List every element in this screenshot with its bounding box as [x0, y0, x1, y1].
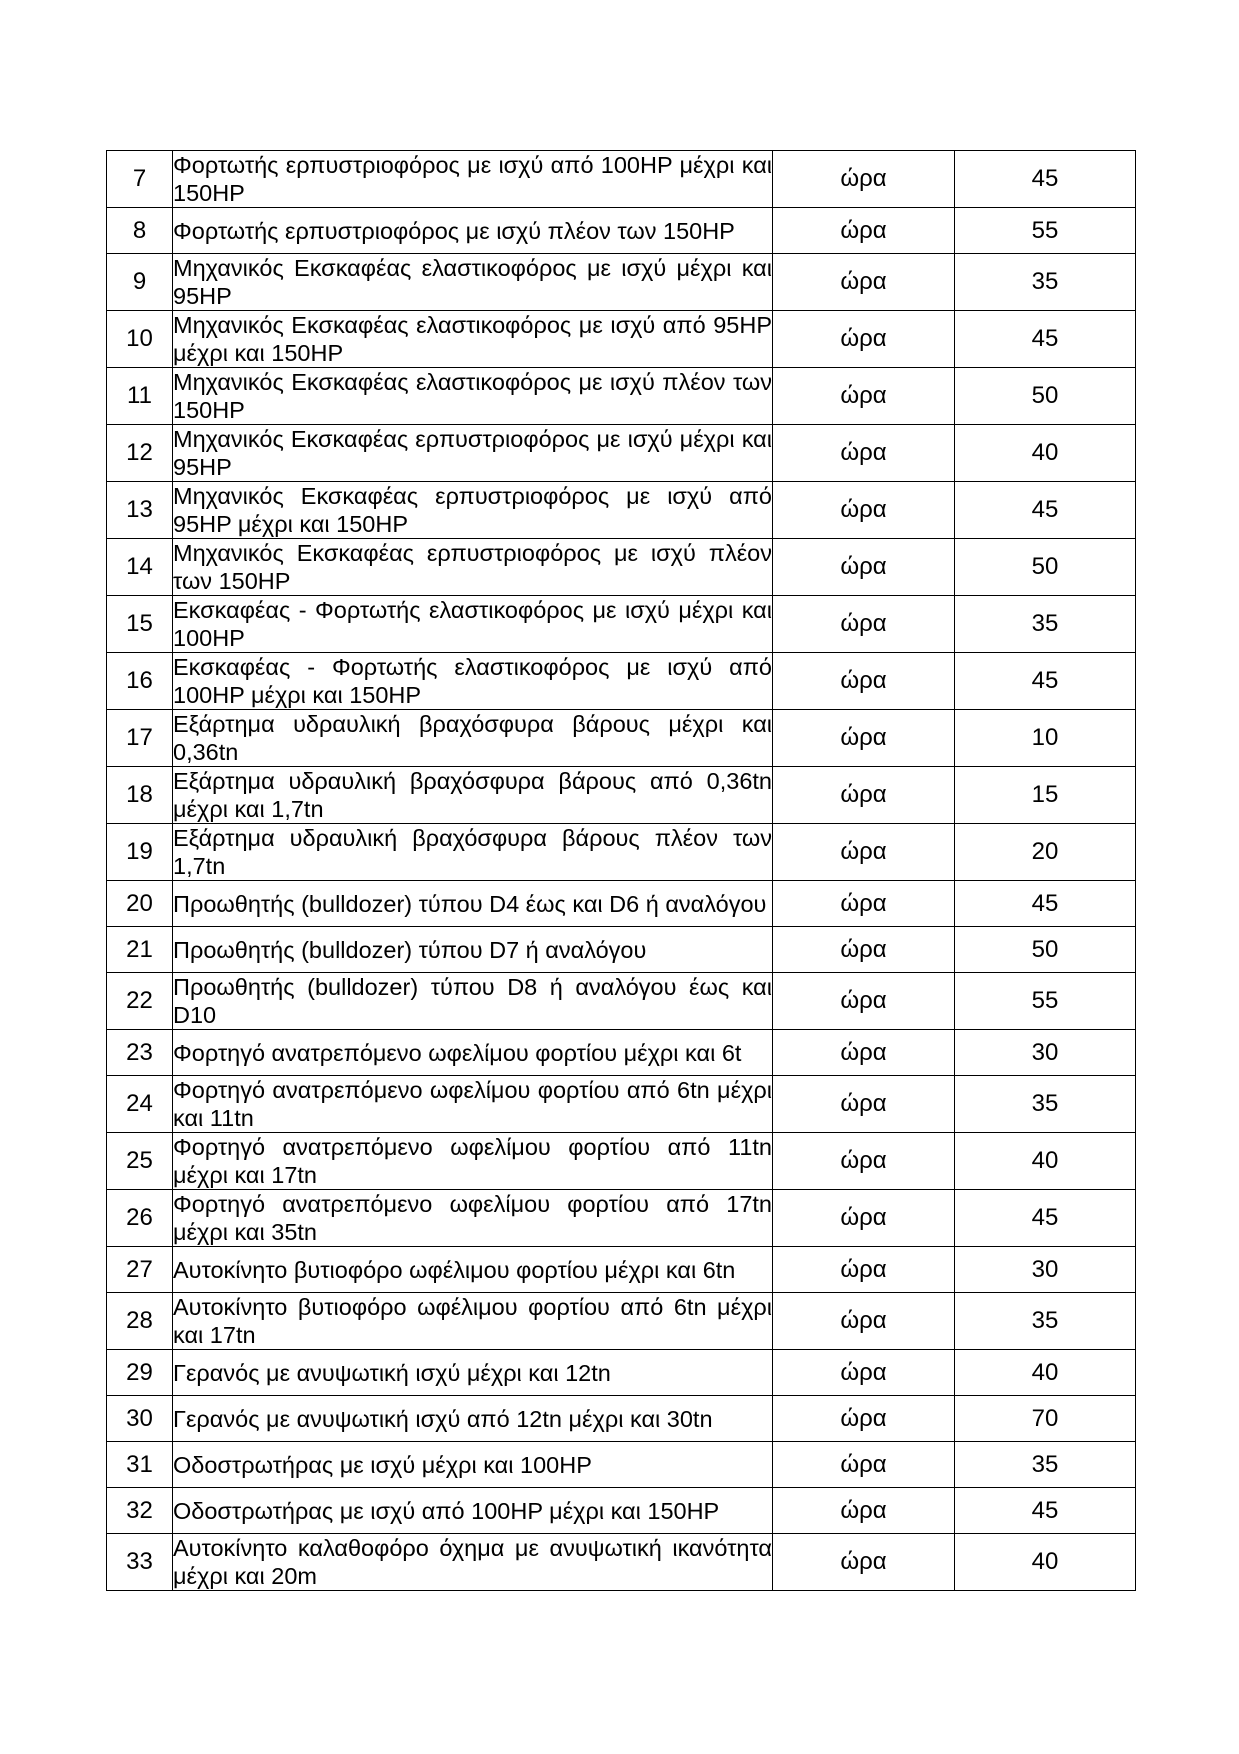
item-number-cell: 8	[107, 208, 173, 254]
item-number-cell: 30	[107, 1396, 173, 1442]
rate-cell: 45	[955, 482, 1136, 539]
description-cell: Εξάρτημα υδραυλική βραχόσφυρα βάρους πλέον των 1,7tn	[173, 825, 772, 879]
item-number-cell: 27	[107, 1247, 173, 1293]
table-row	[107, 1076, 1136, 1133]
description-cell: Φορτηγό ανατρεπόμενο ωφελίμου φορτίου από 11tn μέχρι και 17tn	[173, 1134, 772, 1188]
item-number-cell: 33	[107, 1534, 173, 1591]
description-cell: Φορτωτής ερπυστριοφόρος με ισχύ πλέον των 150HP	[173, 208, 773, 254]
rate-cell: 35	[955, 1076, 1136, 1133]
table-row	[107, 927, 1136, 973]
rate-cell: 45	[955, 653, 1136, 710]
rate-cell: 45	[955, 151, 1136, 208]
item-number-cell: 22	[107, 973, 173, 1030]
item-number-cell: 19	[107, 824, 173, 881]
table-row	[107, 596, 1136, 653]
table-row	[107, 1534, 1136, 1591]
description-cell: Μηχανικός Εκσκαφέας ελαστικοφόρος με ισχύ μέχρι και 95HP	[173, 255, 772, 309]
item-number-cell: 25	[107, 1133, 173, 1190]
equipment-rates-table	[106, 150, 1136, 1591]
item-number-cell: 15	[107, 596, 173, 653]
unit-cell: ώρα	[773, 710, 955, 767]
table-row	[107, 973, 1136, 1030]
table-row	[107, 482, 1136, 539]
item-number-cell: 32	[107, 1488, 173, 1534]
description-cell: Μηχανικός Εκσκαφέας ερπυστριοφόρος με ισχύ από 95HP μέχρι και 150HP	[173, 483, 772, 537]
unit-cell: ώρα	[773, 1488, 955, 1534]
table-row	[107, 767, 1136, 824]
unit-cell: ώρα	[773, 1190, 955, 1247]
description-cell: Φορτηγό ανατρεπόμενο ωφελίμου φορτίου από 6tn μέχρι και 11tn	[173, 1077, 772, 1131]
rate-cell: 40	[955, 1133, 1136, 1190]
table-row	[107, 710, 1136, 767]
rate-cell: 15	[955, 767, 1136, 824]
unit-cell: ώρα	[773, 1076, 955, 1133]
table-row	[107, 368, 1136, 425]
unit-cell: ώρα	[773, 208, 955, 254]
unit-cell: ώρα	[773, 1030, 955, 1076]
item-number-cell: 20	[107, 881, 173, 927]
description-cell: Γερανός με ανυψωτική ισχύ μέχρι και 12tn	[173, 1350, 773, 1396]
rate-cell: 35	[955, 1293, 1136, 1350]
unit-cell: ώρα	[773, 151, 955, 208]
description-cell: Γερανός με ανυψωτική ισχύ από 12tn μέχρι και 30tn	[173, 1396, 773, 1442]
item-number-cell: 16	[107, 653, 173, 710]
item-number-cell: 17	[107, 710, 173, 767]
description-cell: Εξάρτημα υδραυλική βραχόσφυρα βάρους μέχρι και 0,36tn	[173, 711, 772, 765]
item-number-cell: 13	[107, 482, 173, 539]
description-cell: Εκσκαφέας - Φορτωτής ελαστικοφόρος με ισχύ μέχρι και 100HP	[173, 597, 772, 651]
table-row	[107, 653, 1136, 710]
item-number-cell: 10	[107, 311, 173, 368]
description-cell: Προωθητής (bulldozer) τύπου D7 ή αναλόγου	[173, 927, 773, 973]
table-row	[107, 208, 1136, 254]
item-number-cell: 21	[107, 927, 173, 973]
item-number-cell: 24	[107, 1076, 173, 1133]
table-row	[107, 1247, 1136, 1293]
table-row	[107, 1396, 1136, 1442]
item-number-cell: 28	[107, 1293, 173, 1350]
description-cell: Προωθητής (bulldozer) τύπου D4 έως και D6 ή αναλόγου	[173, 881, 773, 927]
table-row	[107, 1133, 1136, 1190]
table-row	[107, 539, 1136, 596]
item-number-cell: 12	[107, 425, 173, 482]
description-cell: Εξάρτημα υδραυλική βραχόσφυρα βάρους από 0,36tn μέχρι και 1,7tn	[173, 768, 772, 822]
unit-cell: ώρα	[773, 1247, 955, 1293]
rate-cell: 45	[955, 311, 1136, 368]
table-row	[107, 881, 1136, 927]
description-cell: Μηχανικός Εκσκαφέας ερπυστριοφόρος με ισχύ πλέον των 150HP	[173, 540, 772, 594]
rate-cell: 40	[955, 425, 1136, 482]
unit-cell: ώρα	[773, 767, 955, 824]
item-number-cell: 11	[107, 368, 173, 425]
rate-cell: 45	[955, 1190, 1136, 1247]
unit-cell: ώρα	[773, 1396, 955, 1442]
description-cell: Προωθητής (bulldozer) τύπου D8 ή αναλόγου έως και D10	[173, 974, 772, 1028]
table-row	[107, 1350, 1136, 1396]
item-number-cell: 14	[107, 539, 173, 596]
unit-cell: ώρα	[773, 539, 955, 596]
table-row	[107, 151, 1136, 208]
unit-cell: ώρα	[773, 881, 955, 927]
rate-cell: 20	[955, 824, 1136, 881]
description-cell: Αυτοκίνητο βυτιοφόρο ωφέλιμου φορτίου μέχρι και 6tn	[173, 1247, 773, 1293]
rate-cell: 50	[955, 539, 1136, 596]
table-row	[107, 1442, 1136, 1488]
item-number-cell: 7	[107, 151, 173, 208]
rate-cell: 10	[955, 710, 1136, 767]
rate-cell: 45	[955, 881, 1136, 927]
description-cell: Μηχανικός Εκσκαφέας ελαστικοφόρος με ισχύ πλέον των 150HP	[173, 369, 772, 423]
unit-cell: ώρα	[773, 653, 955, 710]
unit-cell: ώρα	[773, 596, 955, 653]
item-number-cell: 29	[107, 1350, 173, 1396]
unit-cell: ώρα	[773, 311, 955, 368]
item-number-cell: 18	[107, 767, 173, 824]
rate-cell: 35	[955, 254, 1136, 311]
unit-cell: ώρα	[773, 1293, 955, 1350]
rate-cell: 30	[955, 1030, 1136, 1076]
rate-cell: 40	[955, 1350, 1136, 1396]
description-cell: Εκσκαφέας - Φορτωτής ελαστικοφόρος με ισχύ από 100HP μέχρι και 150HP	[173, 654, 772, 708]
item-number-cell: 9	[107, 254, 173, 311]
item-number-cell: 23	[107, 1030, 173, 1076]
rate-cell: 50	[955, 368, 1136, 425]
rate-cell: 45	[955, 1488, 1136, 1534]
rate-cell: 35	[955, 596, 1136, 653]
table-row	[107, 254, 1136, 311]
rate-cell: 30	[955, 1247, 1136, 1293]
description-cell: Φορτηγό ανατρεπόμενο ωφελίμου φορτίου από 17tn μέχρι και 35tn	[173, 1191, 772, 1245]
unit-cell: ώρα	[773, 1534, 955, 1591]
unit-cell: ώρα	[773, 425, 955, 482]
description-cell: Οδοστρωτήρας με ισχύ από 100HP μέχρι και 150HP	[173, 1488, 773, 1534]
unit-cell: ώρα	[773, 254, 955, 311]
unit-cell: ώρα	[773, 1350, 955, 1396]
table-row	[107, 425, 1136, 482]
unit-cell: ώρα	[773, 824, 955, 881]
unit-cell: ώρα	[773, 1133, 955, 1190]
unit-cell: ώρα	[773, 482, 955, 539]
item-number-cell: 26	[107, 1190, 173, 1247]
rate-cell: 40	[955, 1534, 1136, 1591]
unit-cell: ώρα	[773, 1442, 955, 1488]
description-cell: Μηχανικός Εκσκαφέας ελαστικοφόρος με ισχύ από 95HP μέχρι και 150HP	[173, 312, 772, 366]
description-cell: Οδοστρωτήρας με ισχύ μέχρι και 100HP	[173, 1442, 773, 1488]
rate-cell: 35	[955, 1442, 1136, 1488]
rate-cell: 55	[955, 973, 1136, 1030]
description-cell: Αυτοκίνητο βυτιοφόρο ωφέλιμου φορτίου από 6tn μέχρι και 17tn	[173, 1294, 772, 1348]
unit-cell: ώρα	[773, 927, 955, 973]
rate-cell: 70	[955, 1396, 1136, 1442]
description-cell: Φορτηγό ανατρεπόμενο ωφελίμου φορτίου μέχρι και 6t	[173, 1030, 773, 1076]
unit-cell: ώρα	[773, 973, 955, 1030]
item-number-cell: 31	[107, 1442, 173, 1488]
table-row	[107, 1030, 1136, 1076]
unit-cell: ώρα	[773, 368, 955, 425]
description-cell: Φορτωτής ερπυστριοφόρος με ισχύ από 100HP μέχρι και 150HP	[173, 152, 772, 206]
table-row	[107, 824, 1136, 881]
description-cell: Αυτοκίνητο καλαθοφόρο όχημα με ανυψωτική ικανότητα μέχρι και 20m	[173, 1535, 772, 1589]
table-body	[107, 151, 1136, 1591]
rate-cell: 55	[955, 208, 1136, 254]
table-row	[107, 1190, 1136, 1247]
description-cell: Μηχανικός Εκσκαφέας ερπυστριοφόρος με ισχύ μέχρι και 95HP	[173, 426, 772, 480]
table-row	[107, 1293, 1136, 1350]
table-row	[107, 311, 1136, 368]
rate-cell: 50	[955, 927, 1136, 973]
table-row	[107, 1488, 1136, 1534]
